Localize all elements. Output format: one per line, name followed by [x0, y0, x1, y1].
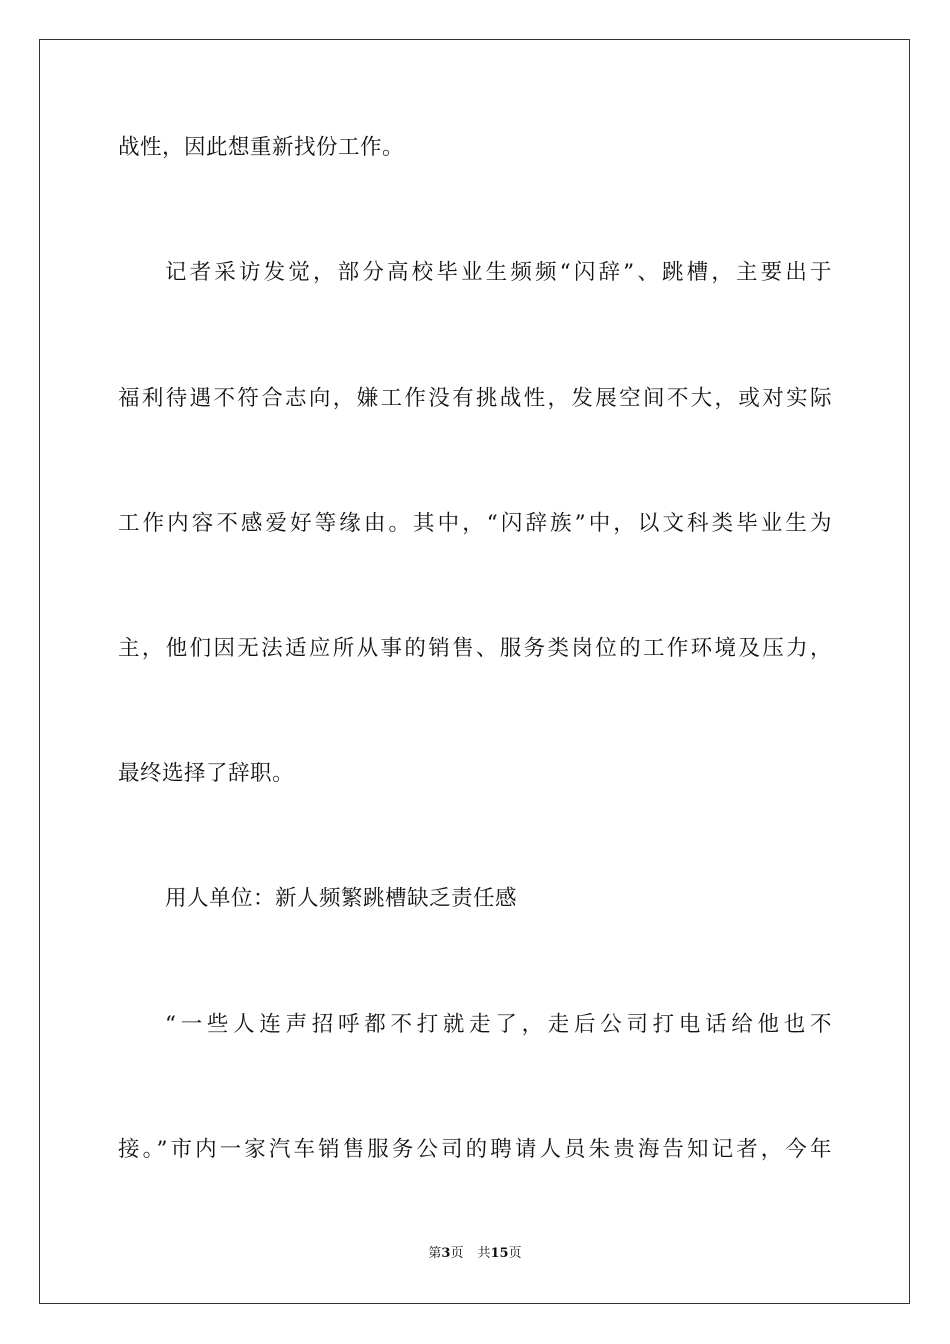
current-page-number: 3 — [441, 1246, 451, 1261]
paragraph-line: “一些人连声招呼都不打就走了，走后公司打电话给他也不 — [165, 1012, 832, 1037]
paragraph-line: 最终选择了辞职。 — [118, 761, 295, 786]
page-footer — [0, 1246, 950, 1262]
paragraph-line: 福利待遇不符合志向，嫌工作没有挑战性，发展空间不大，或对实际 — [118, 386, 832, 411]
paragraph-line: 主，他们因无法适应所从事的销售、服务类岗位的工作环境及压力， — [118, 636, 832, 661]
paragraph-line: 战性，因此想重新找份工作。 — [118, 135, 405, 160]
page-suffix: 页 — [450, 1246, 464, 1261]
section-heading: 用人单位：新人频繁跳槽缺乏责任感 — [165, 886, 518, 911]
page-border — [39, 39, 910, 1304]
paragraph-line: 工作内容不感爱好等缘由。其中，“闪辞族”中，以文科类毕业生为 — [118, 511, 832, 536]
total-suffix: 页 — [508, 1246, 522, 1261]
total-prefix: 共 — [477, 1246, 491, 1261]
total-pages-number: 15 — [490, 1246, 509, 1261]
page-prefix: 第 — [428, 1246, 442, 1261]
paragraph-line: 记者采访发觉，部分高校毕业生频频“闪辞”、跳槽，主要出于 — [165, 260, 832, 285]
paragraph-line: 接。”市内一家汽车销售服务公司的聘请人员朱贵海告知记者，今年 — [118, 1137, 832, 1162]
